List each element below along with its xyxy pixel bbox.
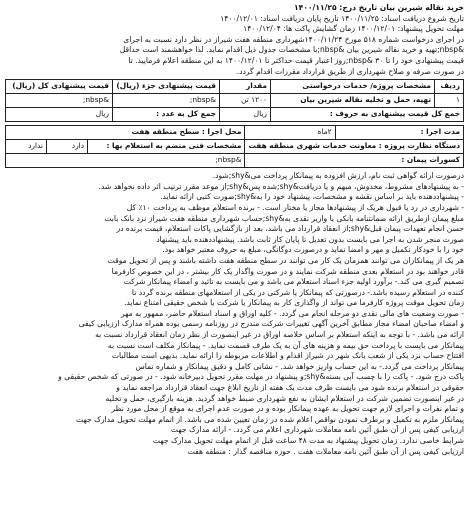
body-line: ارائه می باشد. - با توجه به اینکه استعلام بر اساس خلاصه اوراق در غیر اینصورت از نظر زمان انعقاد قرارداد نسبت به [95,330,464,340]
sum-rial-label-2: ریال [6,108,113,122]
header-line: مهلت تحویل پیشنهاد: ۱۴۰۰/۱۲/۰۱ زمان گشایش پاکت ها: ۱۴۰۰/۱۲/۰۴ [243,24,464,34]
col-header-total-price: قیمت پیشنهادی کل (ریال) [6,80,113,94]
body-line: - شهرداری در رد یا قبول هریک از پیشنهادها مجاز یا مختار است. - برنده استعلام موظف به پرداخت ۱۰٪ کل [126,202,464,212]
body-line: پیمانکار می بایست با پرداخت حق بیمه و هزینه های آن به یک طرف قسمت نماید. - پیمانکار مکلف است نسبت به [107,340,464,350]
body-line: زمان تحویل موقت پروژه کارفرما می تواند از واگذاری کار به پیمانکار یا شرکت یا شخص حقیقی امتناع نماید. [123,298,464,308]
body-line: درصورت ارائه گواهی ثبت نام، ارزش افزوده به پیمانکار پرداخت می&shy;شود. [212,171,464,181]
body-line: ارزیابی کیفی پس از آن طبق آئین نامه معاملات شهرداری اعلام می گردد. - ارائه مدارک جهت [170,425,464,435]
intro-line: در اجرای درخواست شماره ۵۱۸ مورخ ۱۴۰۰/۱۱/۲۴شهرداری منطقه هفت شیراز در نظر دارد نسبت به اجرای [123,34,464,44]
items-table [5,79,464,122]
specs-value: دارد [47,140,88,154]
body-line: و تمام نفرات و اجرای لازم جهت تحویل به عهده پیمانکار بوده و در صورت عدم اجرای به موقع از محل مورد نظر [111,404,464,414]
sum-by-letters-label: جمع کل قیمت پیشنهادی به حروف : [271,108,464,122]
sum-by-number-label: جمع کل به عدد : [113,108,220,122]
details-row [6,126,464,140]
header-line: خرید نقاله شیرین بیان تاریخ درج: ۱۴۰۰/۱۱/۲۵ [294,3,464,12]
col-header-unit-price: قیمت پیشنهادی جزء (ریال) [113,80,220,94]
table-header-row [6,80,464,94]
duration-value: ۲ماه [245,126,335,140]
body-line: - به پیشنهادهای مشروط، مخدوش، مبهم و یا دریافت&shy;شده پس&shy;از موعد مقرر ترتیب اثر داده نخواهد شد. [98,181,464,191]
body-line: پیمانکار ملزم به تکمیل و برطرف نمودن نواقص اعلام شده در زمان تعیین شده می باشد. از اتمام مهلت تحویل مدارک جهت [76,414,464,424]
intro-line: قیمت پیشنهادی خود را تا ۳۰ &nbsp;روز اعتبار قیمت حداکثر تا ۱۴۰۰/۱۲/۰۱ به این منطقه اعلام فرمایید. تا [128,55,464,65]
body-line: قادر خواهند بود در استعلام بعدی منطقه شرکت نمایند و در صورت واگذار یک کار بیشتر ، در این خصوص کارفرما [111,266,464,276]
intro-line: در صورت صرفه و صلاح شهرداری از طریق قرارداد مقررات اقدام گردد. [236,66,464,76]
col-header-description: مشخصات پروژه/ خدمات درخواستی [271,80,435,94]
cell-total-price: &nbsp; [6,94,113,108]
body-line: کننده در استعلام رسیده باشد.- درصورتی که پیمانکار یا شرکتی در یکی از استعلامهای منطقه برنده گردد تا [131,287,464,297]
body-line: شرایط خاصی ندارد. زمان تحویل پیشنهاد به مدت ۴۸ ساعت قبل از اتمام مهلت تحویل مدارک جهت [152,436,464,445]
body-line: خود را با خودکار تکمیل و مهر و امضا نماید و درصورت دوگانگی، مبلغ به حروف معتبر خواهد بود. [162,245,464,255]
details-row [6,140,464,154]
sum-rial-label: ریال [220,108,271,122]
duration-label: مدت اجرا : [335,126,463,140]
cell-amount: ۱۲۰۰ تن [220,94,271,108]
terms-body [5,171,464,457]
cell-description: تهیه، حمل و تخلیه نقاله شیرین بیان [271,94,435,108]
details-row [6,154,464,168]
header-line: تاریخ شروع دریافت اسناد: ۱۴۰۰/۱۱/۲۵ تاریخ پایان دریافت اسناد: ۱۴۰۰/۱۲/۰۱ [220,13,464,23]
body-line: تصمیم گیری می کند.- برآورد اولیه جزء اسناد استعلام می باشد و می بایست به تائید و امضاء پیمانکار شرکت [123,277,464,287]
body-line: ارزیابی کیفی پس از آن طبق آئین نامه معاملات هفت . حوزه مناقصه گذار : منطقه هفت [187,446,464,456]
specs-label: مشخصات فنی منضم به استعلام بها : [88,140,245,154]
specs-extra: ندارد [6,140,47,154]
location-label: محل اجرا : سطح منطقه هفت [6,126,245,140]
col-header-row-no: ردیف [435,80,464,94]
intro-paragraph [5,35,464,77]
cell-row-no: ۱ [435,94,464,108]
table-sum-row [6,108,464,122]
body-line: پاکت درج شود. - پاکت را با چسب آبی بسته&shy;و پیشنهاد در مهلت مقرر تحویل دبیرخانه شود. - در صورتی که شخص حقیقی و [58,372,464,382]
body-line: و امضاء صاحبان امضاء مجاز مطابق آخرین آگهی تغییرات شرکت مندرج در روزنامه رسمی بوده همراه مدارک ارزیابی کیفی [78,319,464,329]
cell-unit-price: &nbsp; [113,94,220,108]
body-line: در غیر اینصورت تضمین شرکت در استعلام ایشان به نفع شهرداری ضبط خواهد گردید. هزینه بارگیری، حمل و تخلیه [105,393,464,403]
table-row [6,94,464,108]
body-line: - پیشنهاددهنده باید بر اساس نقشه و مشخصات، پیشنهاد خود را به&shy;صورت کتبی ارائه نماید. [160,192,464,202]
supervisor-label: دستگاه نظارت پروژه : معاونت خدمات شهری منطقه هفت [245,140,464,154]
header [5,3,464,35]
body-line: افتتاح حساب نزد یکی از شعب بانک شهر در شیراز اقدام و اطلاعات مربوطه را ارائه نماید. بدیهی است مطالبات [111,351,464,361]
col-header-amount: مقدار [220,80,271,94]
body-line: حقوقی در استعلام برنده شود می بایست ظرف مدت یک هفته از تاریخ ابلاغ جهت انعقاد قرارداد مراجعه نماید و [116,383,464,393]
body-line: مبلغ پیمان ازطریق ارائه ضمانتنامه بانکی یا واریز نقدی به&shy;حساب شهرداری منطقه هفت شیراز نزد بانک بابت [104,213,464,223]
body-line: پیمانکار پرداخت می گردد.- به این حساب واریز خواهد شد. - نشانی کامل و دقیق پیمانکار و شماره تماس [135,361,464,371]
deductions-value: &nbsp; [6,154,245,168]
body-line: هر یک از پیمانکاران می توانند همزمان یک کار می توانند در سطح منطقه هفت داشته باشند و پس از تحویل موقت [107,255,464,265]
details-table [5,125,464,168]
deductions-label: کسورات پیمان : [245,154,464,168]
intro-line: &nbsp;تهیه و خرید نقاله شیرین بیان &nbsp;با مشخصات جدول ذیل اقدام نماید. لذا خواهشمند است حداقل [119,45,464,55]
body-line: صورت منجر شدن به اجرا می بایست بدون تعدیل تا پایان کار ثابت باشد. پیشنهاددهنده باید پیشنهاد [156,234,464,244]
body-line: حسن انجام تعهدات پیمان قبل&shy;از انعقاد قرارداد می باشد، بعد از بازگشایی پاکات استعلام، قیمت برنده در [116,224,464,234]
body-line: - صورت وضعیت های مالی نقدی دو مرحله انجام می گردد. - کلیه اوراق و اسناد استعلام حاضر، ممهور به مهر [120,308,464,318]
